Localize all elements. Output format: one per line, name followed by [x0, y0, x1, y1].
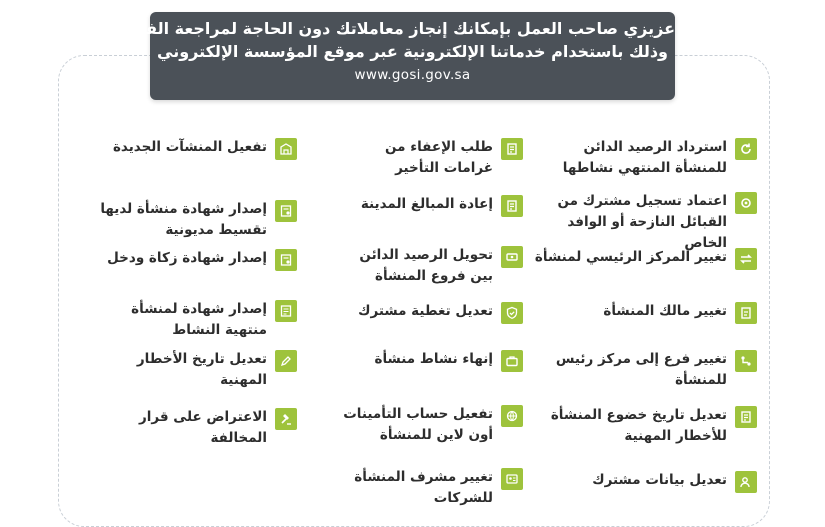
service-label: تغيير المركز الرئيسي لمنشأة: [534, 249, 727, 265]
service-label: إصدار شهادة منشأة لديها تقسيط مديونية: [100, 201, 267, 238]
document-icon: [501, 138, 523, 160]
edit-document-icon: [735, 302, 757, 324]
certificate-icon: [275, 200, 297, 222]
refresh-icon: [735, 138, 757, 160]
service-label: تعديل تاريخ الأخطار المهنية: [136, 351, 267, 388]
service-label: تفعيل حساب التأمينات أون لاين للمنشأة: [343, 406, 493, 443]
banner-url[interactable]: www.gosi.gov.sa: [354, 67, 471, 83]
service-label: تفعيل المنشآت الجديدة: [112, 139, 267, 155]
service-label: اعتماد تسجيل مشترك من القبائل النازحة أو الوافد الخاص: [557, 193, 727, 251]
service-label: إصدار شهادة زكاة ودخل: [107, 250, 267, 266]
service-item[interactable]: [343, 467, 523, 509]
service-item[interactable]: [97, 248, 297, 271]
service-label: تعديل بيانات مشترك: [592, 472, 727, 488]
service-label: تحويل الرصيد الدائن بين فروع المنشأة: [359, 247, 493, 284]
service-label: طلب الإعفاء من غرامات التأخير: [384, 139, 493, 176]
money-transfer-icon: [501, 246, 523, 268]
service-item[interactable]: [532, 470, 757, 493]
certificate-icon: [275, 249, 297, 271]
service-item[interactable]: [343, 404, 523, 446]
service-item[interactable]: [532, 405, 757, 447]
service-item[interactable]: [532, 301, 757, 324]
service-item[interactable]: [343, 349, 523, 372]
service-label: تعديل تغطية مشترك: [358, 303, 493, 319]
briefcase-icon: [501, 350, 523, 372]
service-item[interactable]: [532, 191, 757, 254]
service-label: إعادة المبالغ المدينة: [360, 196, 493, 212]
service-label: إصدار شهادة لمنشأة منتهية النشاط: [131, 301, 267, 338]
service-item[interactable]: [97, 137, 297, 160]
service-item[interactable]: [343, 245, 523, 287]
service-item[interactable]: [532, 137, 757, 179]
shield-check-icon: [501, 302, 523, 324]
service-label: تغيير مالك المنشأة: [603, 303, 727, 319]
service-item[interactable]: [532, 247, 757, 270]
building-icon: [275, 138, 297, 160]
branch-icon: [735, 350, 757, 372]
online-icon: [501, 405, 523, 427]
service-label: تغيير مشرف المنشأة للشركات: [354, 469, 493, 506]
banner-line-1: عزيزي صاحب العمل بإمكانك إنجاز معاملاتك دون الحاجة لمراجعة الفرع: [125, 19, 675, 38]
gear-user-icon: [735, 192, 757, 214]
service-label: استرداد الرصيد الدائن للمنشأة المنتهي نشاطها: [562, 139, 727, 176]
service-item[interactable]: [343, 301, 523, 324]
service-item[interactable]: [97, 299, 297, 341]
info-banner: [125, 12, 675, 100]
service-label: تعديل تاريخ خضوع المنشأة للأخطار المهنية: [550, 407, 727, 444]
pencil-icon: [275, 350, 297, 372]
service-item[interactable]: [97, 407, 297, 449]
document-icon: [735, 406, 757, 428]
service-item[interactable]: [97, 199, 297, 241]
services-frame: [58, 55, 770, 527]
user-edit-icon: [735, 471, 757, 493]
service-item[interactable]: [532, 349, 757, 391]
user-card-icon: [501, 468, 523, 490]
service-label: تغيير فرع إلى مركز رئيس للمنشأة: [555, 351, 727, 388]
banner-line-2: وذلك باستخدام خدماتنا الإلكترونية عبر موقع المؤسسة الإلكتروني: [157, 42, 668, 61]
service-item[interactable]: [343, 194, 523, 217]
certificate-list-icon: [275, 300, 297, 322]
document-icon: [501, 195, 523, 217]
gavel-icon: [275, 408, 297, 430]
service-label: إنهاء نشاط منشأة: [374, 351, 493, 367]
service-item[interactable]: [343, 137, 523, 179]
service-item[interactable]: [97, 349, 297, 391]
transfer-icon: [735, 248, 757, 270]
service-label: الاعتراض على قرار المخالفة: [138, 409, 267, 446]
